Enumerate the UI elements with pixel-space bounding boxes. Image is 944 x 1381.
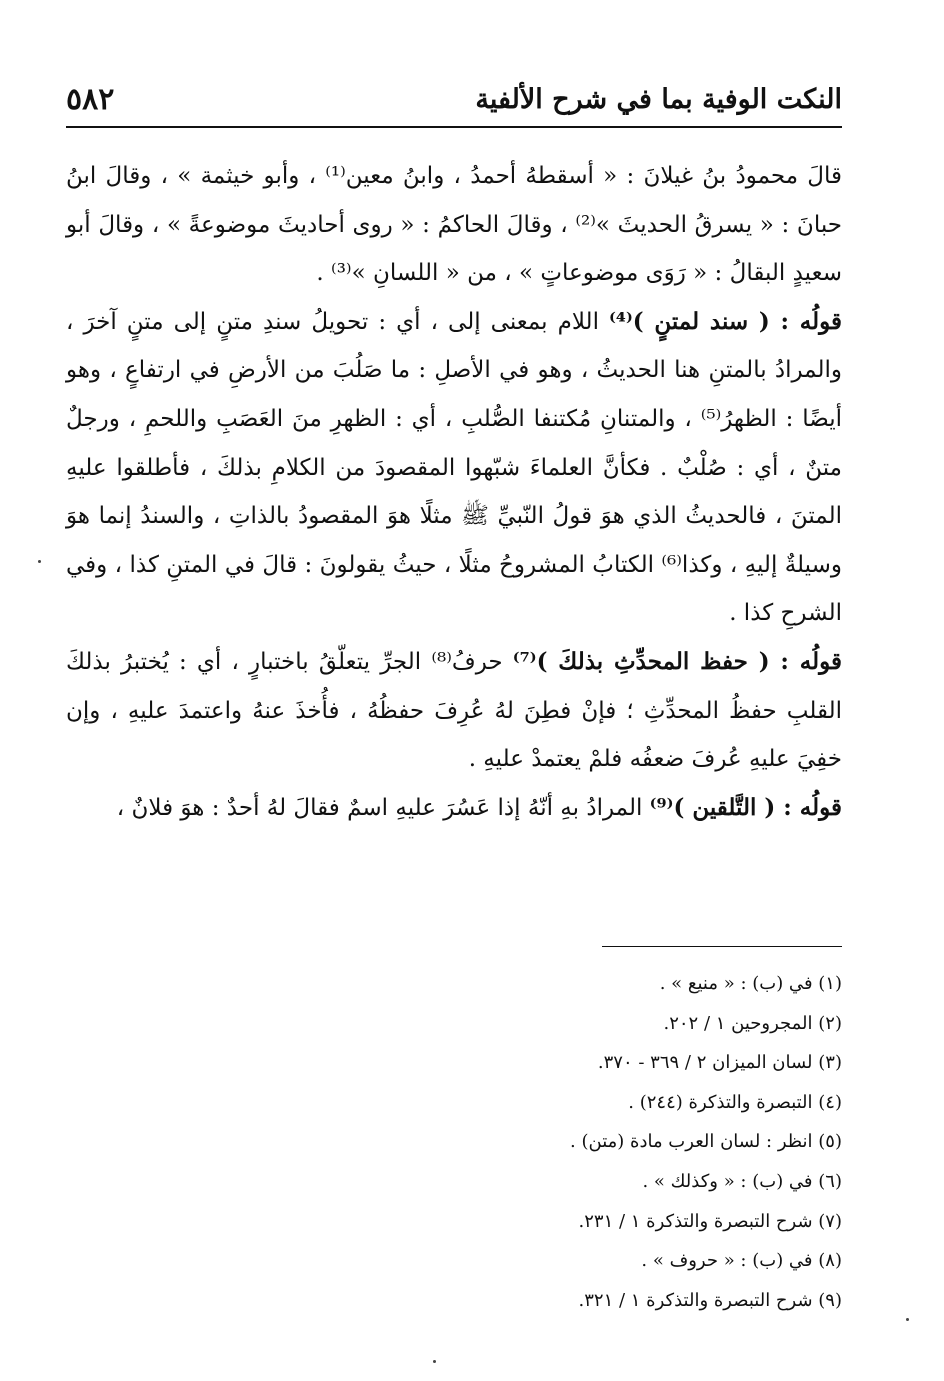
- main-text: [66, 152, 842, 832]
- footnote-3: (٣) لسان الميزان ٢ / ٣٦٩ - ٣٧٠.: [597, 1052, 842, 1074]
- paragraph-lead: قولُه : ( حفظ المحدِّثِ بذلكَ )⁽⁷⁾: [512, 647, 842, 675]
- footnote-4: (٤) التبصرة والتذكرة (٢٤٤) .: [628, 1091, 842, 1113]
- paragraph-text: اللام بمعنى إلى ، أي : تحويلُ سندِ متنٍ إلى متنٍ آخرَ ، والمرادُ بالمتنِ هنا الحديثُ ، وهو في الأصلِ : ما صَلُبَ من الأرضِ في ارتفاعٍ ، وهو أيضًا : الظهرُ⁽⁵⁾ ، والمتنانِ مُكتنفا الصُّلبِ ، أي : الظهرِ منَ العَصَبِ واللحمِ ، ورجلٌ متنٌ ، أي : صُلْبٌ . فكأنَّ العلماءَ شبّهوا المقصودَ من الكلامِ بذلكَ ، فأطلقوا عليهِ المتنَ ، فالحديثُ الذي هوَ قولُ النّبيِّ ﷺ مثلًا هوَ المقصودُ بالذاتِ ، والسندُ إنما هوَ وسيلةٌ إليهِ ، وكذا⁽⁶⁾ الكتابُ المشروحُ مثلًا ، حيثُ يقولونَ : قالَ في المتنِ كذا ، وفي الشرحِ كذا .: [66, 308, 842, 627]
- footnote-5: (٥) انظر : لسان العرب مادة (متن) .: [570, 1131, 842, 1153]
- scan-speck: [433, 1360, 436, 1363]
- footnotes: [282, 964, 842, 1320]
- scan-speck: [906, 1318, 909, 1321]
- paragraph-1: [66, 152, 842, 298]
- footnote-6: (٦) في (ب) : « وكذلك » .: [642, 1170, 842, 1192]
- page-number: ٥٨٢: [66, 82, 115, 117]
- footnote-8: (٨) في (ب) : « حروف » .: [641, 1250, 842, 1272]
- paragraph-lead: قولُه : ( سند لمتنٍ )⁽⁴⁾: [609, 307, 842, 335]
- running-title: النكت الوفية بما في شرح الألفية: [475, 84, 842, 115]
- paragraph-lead: قولُه : ( التَّلقين )⁽⁹⁾: [649, 793, 842, 821]
- page-header: [66, 70, 842, 122]
- header-rule: [66, 126, 842, 128]
- scan-speck: [38, 560, 41, 563]
- paragraph-text: قالَ محمودُ بنُ غيلانَ : « أسقطهُ أحمدُ ، وابنُ معين⁽¹⁾ ، وأبو خيثمة » ، وقالَ ابنُ حبانَ : « يسرقُ الحديثَ »⁽²⁾ ، وقالَ الحاكمُ : « روى أحاديثَ موضوعةً » ، وقالَ أبو سعيدٍ البقالُ : « رَوَى موضوعاتٍ » ، من « اللسانِ »⁽³⁾ .: [66, 163, 842, 287]
- paragraph-2: [66, 298, 842, 638]
- footnote-rule: [602, 946, 842, 947]
- paragraph-4: [66, 784, 842, 833]
- footnote-7: (٧) شرح التبصرة والتذكرة ١ / ٢٣١.: [578, 1210, 842, 1232]
- paragraph-text: المرادُ بهِ أنّهُ إذا عَسُرَ عليهِ اسمٌ فقالَ لهُ أحدٌ : هوَ فلانٌ ،: [116, 794, 650, 821]
- footnote-1: (١) في (ب) : « منيع » .: [659, 973, 842, 994]
- paragraph-3: [66, 638, 842, 784]
- paragraph-text: حرفُ⁽⁸⁾ الجرِّ يتعلّقُ باختبارٍ ، أي : يُختبرُ بذلكَ القلبِ حفظُ المحدِّثِ ؛ فإنْ فطِنَ لهُ عُرِفَ حفظُهُ ، فأُخذَ عنهُ واعتمدَ عليهِ ، وإن خفِيَ عليهِ عُرفَ ضعفُه فلمْ يعتمدْ عليهِ .: [66, 648, 842, 773]
- footnote-2: (٢) المجروحين ١ / ٢٠٢.: [663, 1012, 842, 1034]
- footnote-9: (٩) شرح التبصرة والتذكرة ١ / ٣٢١.: [578, 1289, 842, 1311]
